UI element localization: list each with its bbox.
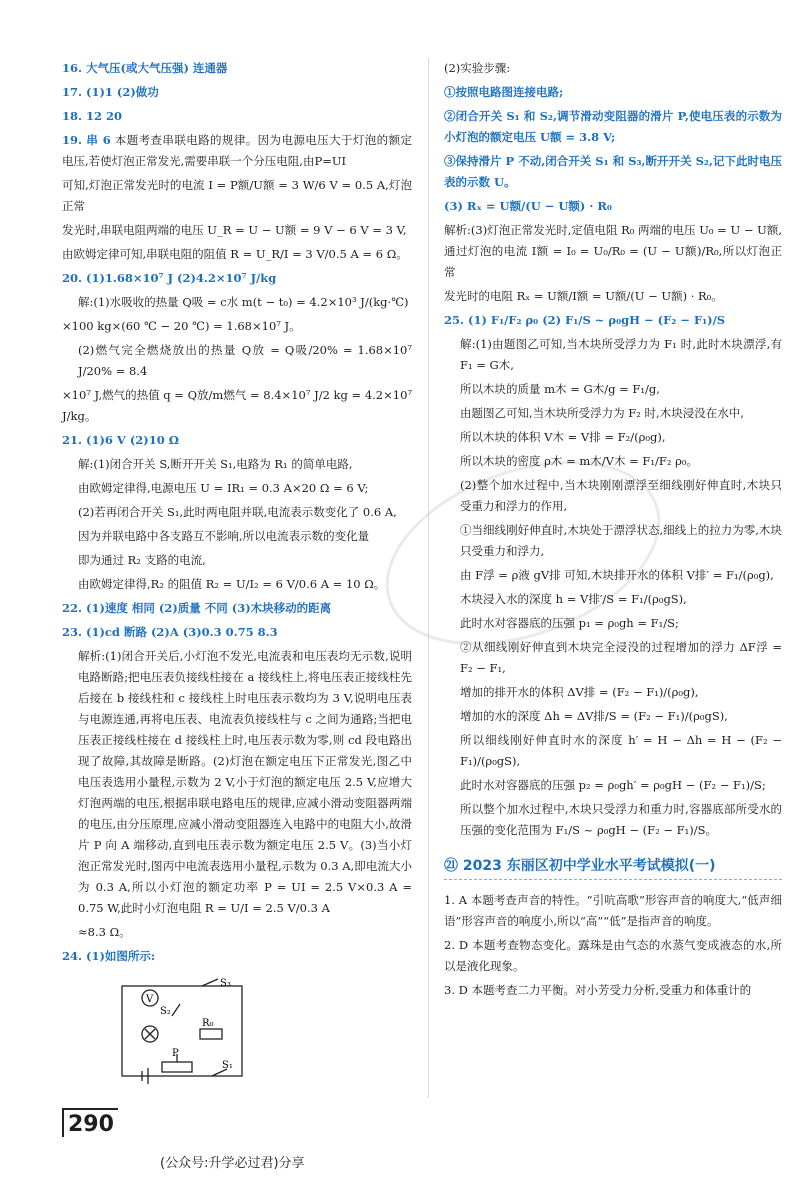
answer-21-head: 21. (1)6 V (2)10 Ω	[62, 433, 179, 447]
answer-21-line1: 解:(1)闭合开关 S,断开开关 S₁,电路为 R₁ 的简单电路,	[78, 457, 353, 471]
s1-label: S₁	[222, 1060, 233, 1071]
answer-25-line9: 木块浸入水的深度 h = V排′/S = F₁/(ρ₀gS),	[460, 592, 687, 606]
answer-20-line1: 解:(1)水吸收的热量 Q吸 = c水 m(t − t₀) = 4.2×10³ J/(kg·℃)	[78, 295, 409, 309]
answer-19-line3: 发光时,串联电阻两端的电压 U_R = U − U额 = 9 V − 6 V = 3 V,	[62, 223, 407, 237]
answer-19	[62, 130, 412, 172]
answer-19-line4: 由欧姆定律可知,串联电阻的阻值 R = U_R/I = 3 V/0.5 A = 6 Ω。	[62, 247, 408, 261]
step-1: ①按照电路图连接电路;	[444, 85, 564, 99]
analysis-1: 解析:(3)灯泡正常发光时,定值电阻 R₀ 两端的电压 U₀ = U − U额,通过灯泡的电流 I额 = I₀ = U₀/R₀ = (U − U额)/R₀,所以灯泡正常	[444, 223, 782, 279]
answer-25-line7: ①当细线刚好伸直时,木块处于漂浮状态,细线上的拉力为零,木块只受重力和浮力,	[460, 523, 782, 558]
answer-21-line4: 因为并联电路中各支路互不影响,所以电流表示数的变化量	[78, 529, 370, 543]
page-number: 290	[62, 1108, 118, 1137]
answer-1: 1. A 本题考查声音的特性。“引吭高歌”形容声音的响度大,“低声细语”形容声音的响度小,所以“高”“低”是指声音的响度。	[444, 893, 782, 928]
answer-25-line4: 所以木块的体积 V木 = V排 = F₂/(ρ₀g),	[460, 430, 666, 444]
answer-22: 22. (1)速度 相同 (2)质量 不同 (3)木块移动的距离	[62, 601, 332, 615]
answer-20-head: 20. (1)1.68×10⁷ J (2)4.2×10⁷ J/kg	[62, 271, 277, 285]
left-column	[62, 58, 412, 1099]
answer-21-line3: (2)若再闭合开关 S₁,此时两电阻并联,电流表示数变化了 0.6 A,	[78, 505, 397, 519]
answer-19-text: 本题考查串联电路的规律。因为电源电压大于灯泡的额定电压,若使灯泡正常发光,需要串联一个分压电阻,由P=UI	[62, 133, 412, 168]
section-title: ㉑ 2023 东丽区初中学业水平考试模拟(一)	[444, 855, 782, 880]
answer-20-line2: ×100 kg×(60 ℃ − 20 ℃) = 1.68×10⁷ J。	[62, 319, 301, 333]
r0-label: R₀	[202, 1018, 214, 1029]
answer-25-line5: 所以木块的密度 ρ木 = m木/V木 = F₁/F₂ ρ₀。	[460, 454, 698, 468]
answer-21-line5: 即为通过 R₂ 支路的电流,	[78, 553, 206, 567]
answer-25-line8: 由 F浮 = ρ液 gV排 可知,木块排开水的体积 V排′ = F₁/(ρ₀g),	[460, 568, 774, 582]
voltmeter-label: V	[146, 994, 154, 1005]
right-column	[444, 58, 782, 1004]
answer-19-line2: 可知,灯泡正常发光时的电流 I = P额/U额 = 3 W/6 V = 0.5 A,灯泡正常	[62, 178, 412, 213]
answer-25-line14: 所以细线刚好伸直时水的深度 h′ = H − Δh = H − (F₂ − F₁)/(ρ₀gS),	[460, 733, 782, 768]
answer-25-line16: 所以整个加水过程中,木块只受浮力和重力时,容器底部所受水的压强的变化范围为 F₁/S ~ ρ₀gH − (F₂ − F₁)/S。	[460, 802, 782, 837]
answer-25-line13: 增加的水的深度 Δh = ΔV排/S = (F₂ − F₁)/(ρ₀gS),	[460, 709, 728, 723]
answer-16: 16. 大气压(或大气压强) 连通器	[62, 61, 228, 75]
answer-25-head: 25. (1) F₁/F₂ ρ₀ (2) F₁/S ~ ρ₀gH − (F₂ − F₁)/S	[444, 313, 726, 327]
answer-25-line10: 此时水对容器底的压强 p₁ = ρ₀gh = F₁/S;	[460, 616, 679, 630]
analysis-2: 发光时的电阻 Rₓ = U额/I额 = U额/(U − U额) · R₀。	[444, 289, 723, 303]
answer-21-line2: 由欧姆定律得,电源电压 U = IR₁ = 0.3 A×20 Ω = 6 V;	[78, 481, 369, 495]
answer-20-line4: ×10⁷ J,燃气的热值 q = Q放/m燃气 = 8.4×10⁷ J/2 kg = 4.2×10⁷ J/kg。	[62, 388, 412, 423]
answer-23-head: 23. (1)cd 断路 (2)A (3)0.3 0.75 8.3	[62, 625, 278, 639]
answer-25-line6: (2)整个加水过程中,当木块刚刚漂浮至细线刚好伸直时,木块只受重力和浮力的作用,	[460, 478, 782, 513]
slider-p-label: P	[172, 1048, 179, 1059]
answer-25-line2: 所以木块的质量 m木 = G木/g = F₁/g,	[460, 382, 660, 396]
circuit-diagram	[62, 976, 282, 1096]
answer-25-line11: ②从细线刚好伸直到木块完全浸没的过程增加的浮力 ΔF浮 = F₂ − F₁,	[460, 640, 782, 675]
answer-25-line1: 解:(1)由题图乙可知,当木块所受浮力为 F₁ 时,此时木块漂浮,有 F₁ = G木,	[460, 337, 782, 372]
step-3: ③保持滑片 P 不动,闭合开关 S₁ 和 S₃,断开开关 S₂,记下此时电压表的示数 U。	[444, 154, 782, 189]
answer-25-line12: 增加的排开水的体积 ΔV排 = (F₂ − F₁)/(ρ₀g),	[460, 685, 699, 699]
answer-25-line3: 由题图乙可知,当木块所受浮力为 F₂ 时,木块浸没在水中,	[460, 406, 744, 420]
answer-18: 18. 12 20	[62, 109, 123, 123]
s2-label: S₂	[160, 1006, 171, 1017]
answer-23-analysis: 解析:(1)闭合开关后,小灯泡不发光,电流表和电压表均无示数,说明电路断路;把电压表负接线柱接在 a 接线柱上,将电压表正接线柱先后接在 b 接线柱和 c 接线柱上时电压表示数均为 3 V,说明电压表与电源连通,再将电压表、电流表负接线柱与 c 之间为通路;当把电压表正接线柱接在 d 接线柱上时,电压表示数为零,则 cd 段电路出现了故障,其故障是断路。(2)灯泡在额定电压下正常发光,图乙中电压表选用小量程,示数为 2 V,小于灯泡的额定电压 2.5 V,应增大灯泡两端的电压,根据串联电路电压的规律,应减小滑动变阻器两端的电压,由分压原理,应减小滑动变阻器连入电路中的电阻大小,故滑片 P 向 A 端移动,直到电压表示数为额定电压 2.5 V。(3)当小灯泡正常发光时,图丙中电流表选用小量程,示数为 0.3 A,即电流大小为 0.3 A,所以小灯泡的额定功率 P = UI = 2.5 V×0.3 A = 0.75 W,此时小灯泡电阻 R = U/I = 2.5 V/0.3 A	[78, 649, 412, 915]
answer-19-head: 19. 串 6	[62, 133, 111, 147]
answer-25-line15: 此时水对容器底的压强 p₂ = ρ₀gh′ = ρ₀gH − (F₂ − F₁)/S;	[460, 778, 766, 792]
s3-label: S₃	[220, 978, 231, 989]
answer-20-line3: (2)燃气完全燃烧放出的热量 Q放 = Q吸/20% = 1.68×10⁷ J/20% = 8.4	[78, 343, 412, 378]
steps-title: (2)实验步骤:	[444, 61, 511, 75]
answer-3: 3. D 本题考查二力平衡。对小芳受力分析,受重力和体重计的	[444, 983, 752, 997]
formula-rx: (3) Rₓ = U额/(U − U额) · R₀	[444, 199, 612, 213]
step-2: ②闭合开关 S₁ 和 S₂,调节滑动变阻器的滑片 P,使电压表的示数为小灯泡的额定电压 U额 = 3.8 V;	[444, 109, 782, 144]
answer-21-line6: 由欧姆定律得,R₂ 的阻值 R₂ = U/I₂ = 6 V/0.6 A = 10 Ω。	[78, 577, 386, 591]
answer-17: 17. (1)1 (2)做功	[62, 85, 159, 99]
answer-23-end: ≈8.3 Ω。	[78, 925, 131, 939]
answer-24-head: 24. (1)如图所示:	[62, 949, 156, 963]
answer-2: 2. D 本题考查物态变化。露珠是由气态的水蒸气变成液态的水,所以是液化现象。	[444, 938, 782, 973]
footer-credit: (公众号:升学必过君)分享	[160, 1156, 305, 1171]
